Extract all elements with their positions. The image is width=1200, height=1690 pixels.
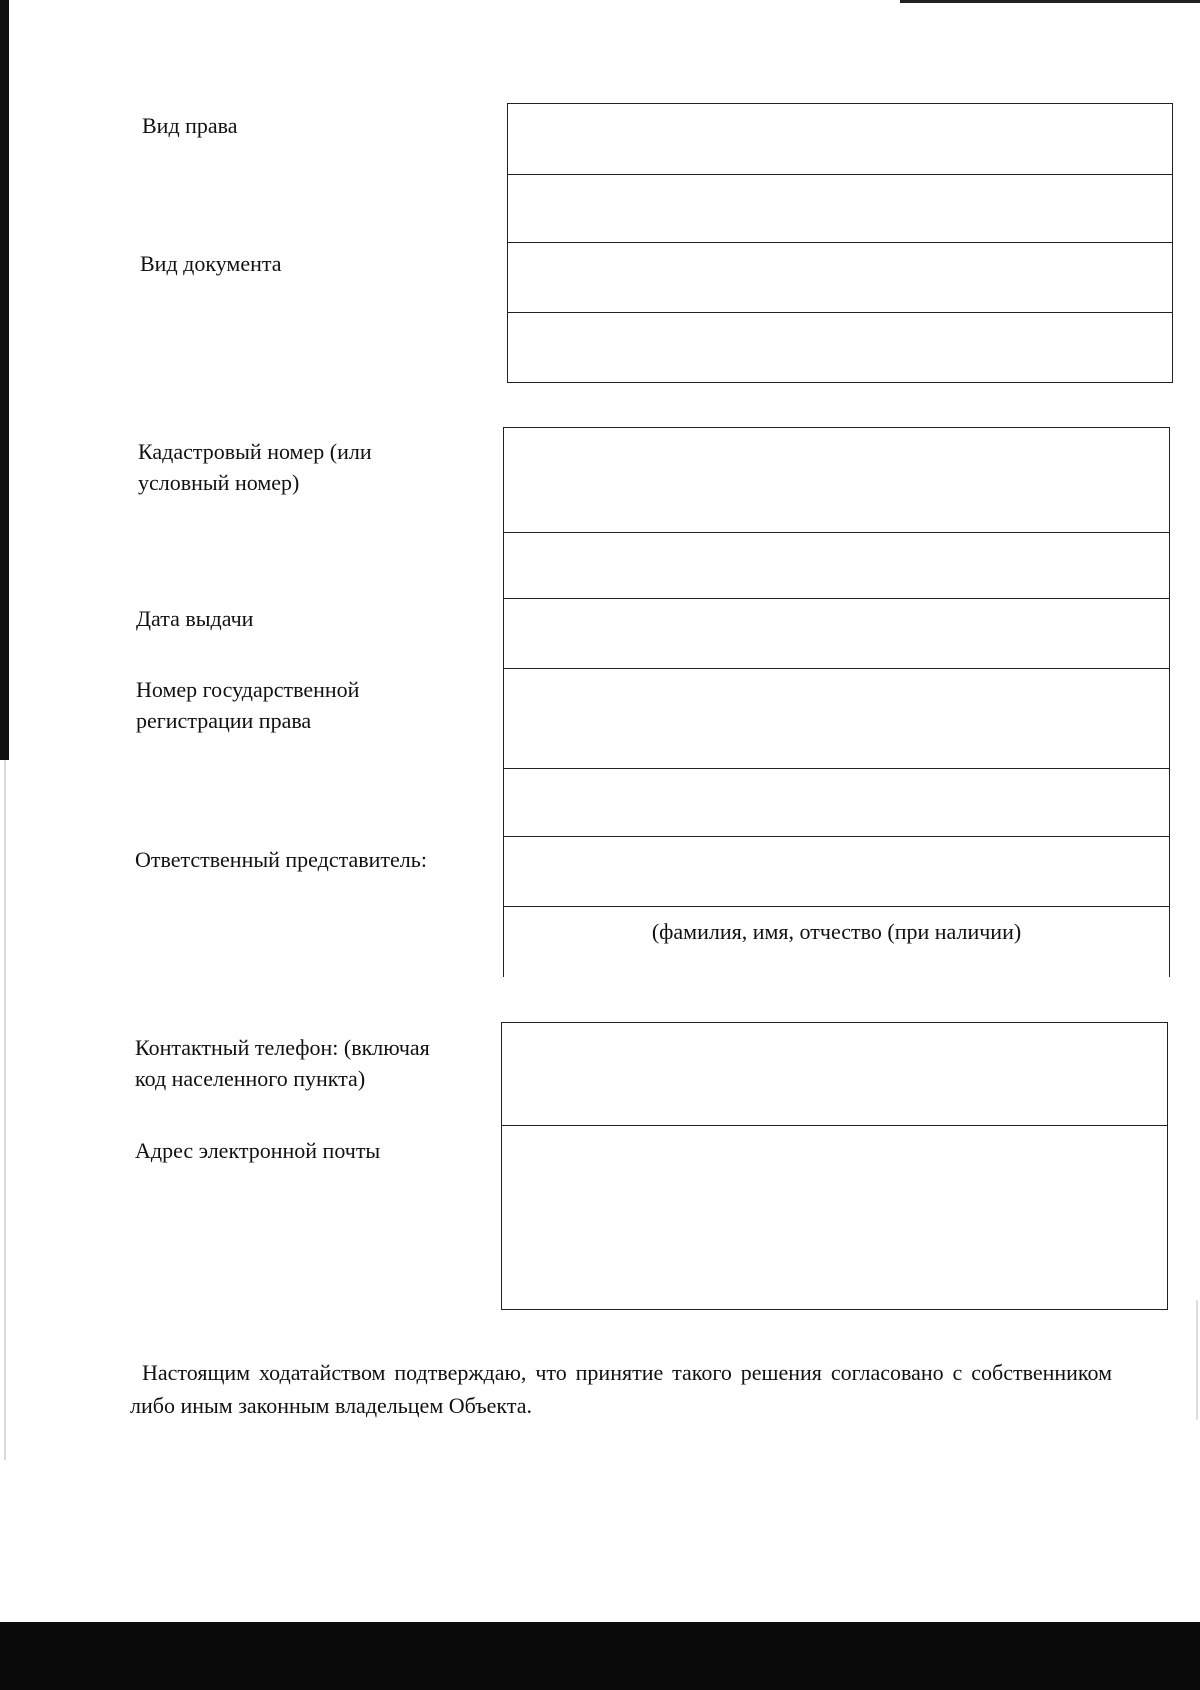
- field-right-type[interactable]: [508, 104, 1172, 174]
- label-document-type: Вид документа: [140, 251, 282, 276]
- field-cadastral-number[interactable]: [504, 428, 1169, 532]
- row-divider: [504, 906, 1169, 907]
- label-registration-number: Номер государственной регистрации права: [136, 677, 360, 733]
- form-box-registration: [503, 427, 1170, 977]
- label-issue-date: Дата выдачи: [136, 606, 254, 631]
- caption-representative-name: (фамилия, имя, отчество (при наличии): [651, 919, 1022, 944]
- field-representative[interactable]: [504, 836, 1169, 906]
- field-email[interactable]: [502, 1125, 1167, 1309]
- field-phone[interactable]: [502, 1023, 1167, 1125]
- label-cadastral-number: Кадастровый номер (или условный номер): [138, 439, 372, 495]
- confirmation-statement: Настоящим ходатайством подтверждаю, что принятие такого решения согласовано с собственником либо иным законным владельцем Объекта.: [130, 1360, 1112, 1418]
- form-box-rights: [507, 103, 1173, 383]
- field-document-type[interactable]: [508, 242, 1172, 312]
- scan-bottom-bar: [0, 1622, 1200, 1690]
- field-registration-number[interactable]: [504, 668, 1169, 768]
- label-email: Адрес электронной почты: [135, 1138, 381, 1163]
- label-representative: Ответственный представитель:: [135, 847, 427, 872]
- label-phone: Контактный телефон: (включая код населенного пункта): [135, 1035, 430, 1091]
- scan-top-line: [900, 0, 1200, 3]
- field-document-type-continued[interactable]: [508, 312, 1172, 382]
- label-right-type: Вид права: [142, 113, 238, 138]
- field-cadastral-number-continued[interactable]: [504, 532, 1169, 598]
- scan-right-marks: [1196, 1300, 1198, 1420]
- scan-edge-left: [0, 0, 9, 760]
- field-issue-date[interactable]: [504, 598, 1169, 668]
- field-registration-number-continued[interactable]: [504, 768, 1169, 836]
- form-box-contacts: [501, 1022, 1168, 1310]
- scan-edge-left-faint: [4, 760, 6, 1460]
- field-right-type-continued[interactable]: [508, 174, 1172, 242]
